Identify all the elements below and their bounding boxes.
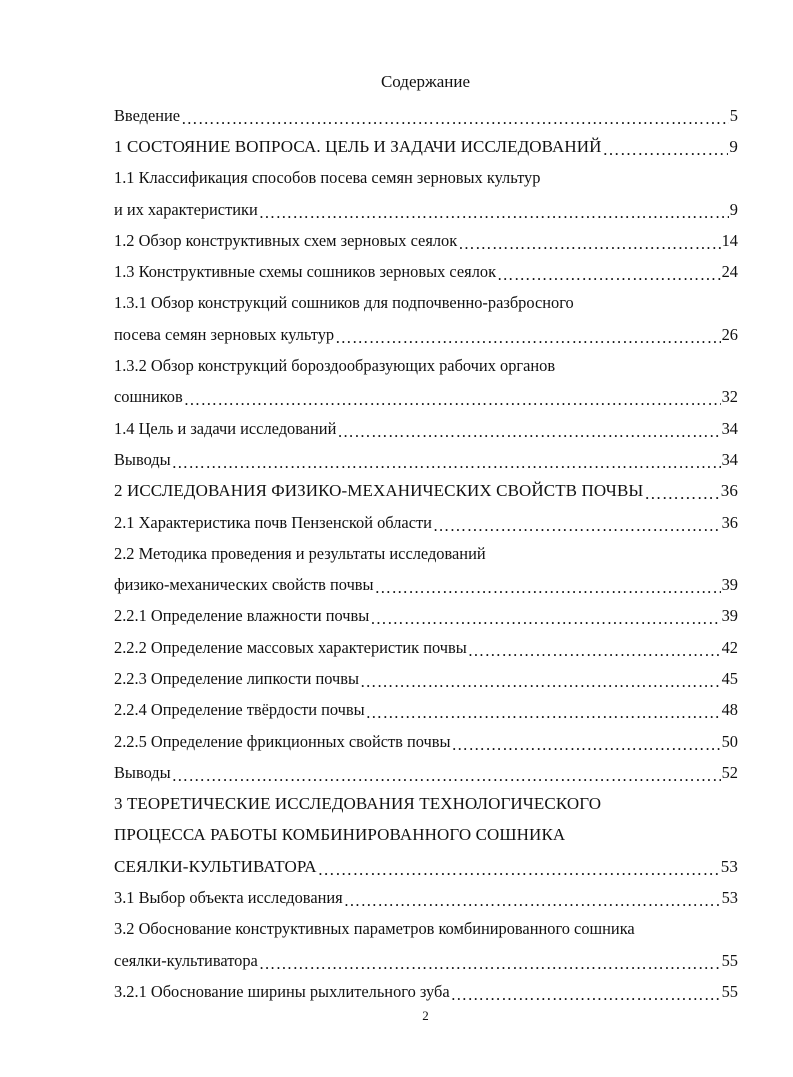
toc-entry <box>114 914 738 945</box>
toc-leader <box>344 891 721 911</box>
toc-entry-text: 3.2.1 Обоснование ширины рыхлительного зуба <box>114 981 450 1001</box>
toc-leader <box>366 703 721 723</box>
toc-entry-text: 2.2.4 Определение твёрдости почвы <box>114 700 365 720</box>
toc-entry-text: 3.1 Выбор объекта исследования <box>114 888 343 908</box>
toc-entry-page: 39 <box>721 575 738 595</box>
toc-leader <box>603 140 729 160</box>
toc-leader <box>360 672 721 692</box>
toc-entry-text: 1.3.1 Обзор конструкций сошников для подпочвенно-разбросного <box>114 293 574 313</box>
toc-entry <box>114 382 738 413</box>
toc-entry <box>114 100 738 131</box>
toc-leader <box>370 609 720 629</box>
toc-entry-page: 9 <box>729 199 738 219</box>
toc-entry-text: 2.2.3 Определение липкости почвы <box>114 668 360 688</box>
toc-entry-page: 52 <box>721 762 738 782</box>
toc-entry-text: 2.1 Характеристика почв Пензенской области <box>114 512 432 532</box>
toc-entry-text: 2.2.1 Определение влажности почвы <box>114 606 370 626</box>
toc-leader <box>433 516 721 536</box>
toc-entry-page: 24 <box>721 262 738 282</box>
toc-entry-text: СЕЯЛКИ-КУЛЬТИВАТОРА <box>114 856 317 876</box>
toc-entry <box>114 476 738 507</box>
toc-entry-text: 1.3.2 Обзор конструкций бороздообразующих рабочих органов <box>114 356 556 376</box>
toc-leader <box>497 265 721 285</box>
toc-entry <box>114 726 738 757</box>
toc-entry <box>114 131 738 162</box>
toc-entry-page: 45 <box>721 668 738 688</box>
table-of-contents <box>114 100 738 1008</box>
toc-entry <box>114 695 738 726</box>
toc-leader <box>451 985 721 1005</box>
toc-entry <box>114 225 738 256</box>
toc-entry-page: 36 <box>720 481 738 501</box>
toc-leader <box>375 578 721 598</box>
toc-entry <box>114 820 738 851</box>
toc-entry <box>114 288 738 319</box>
toc-leader <box>259 203 729 223</box>
toc-entry-page: 5 <box>729 105 738 125</box>
toc-entry-page: 53 <box>720 856 738 876</box>
toc-entry <box>114 507 738 538</box>
toc-entry-text: 3 ТЕОРЕТИЧЕСКИЕ ИССЛЕДОВАНИЯ ТЕХНОЛОГИЧЕСКОГО <box>114 794 602 814</box>
toc-entry-text: 1.2 Обзор конструктивных схем зерновых сеялок <box>114 230 458 250</box>
toc-entry-text: 2.2.5 Определение фрикционных свойств почвы <box>114 731 451 751</box>
page-title: Содержание <box>380 72 471 91</box>
toc-entry <box>114 350 738 381</box>
toc-entry-text: 1.4 Цель и задачи исследований <box>114 418 337 438</box>
toc-entry <box>114 569 738 600</box>
toc-entry-text: 2 ИССЛЕДОВАНИЯ ФИЗИКО-МЕХАНИЧЕСКИХ СВОЙСТВ ПОЧВЫ <box>114 481 644 501</box>
toc-entry-page: 9 <box>729 136 738 156</box>
toc-entry <box>114 663 738 694</box>
toc-entry-page: 53 <box>721 888 738 908</box>
toc-leader <box>337 422 720 442</box>
toc-entry <box>114 945 738 976</box>
toc-entry-text: 1.1 Классификация способов посева семян зерновых культур <box>114 168 541 188</box>
toc-leader <box>259 954 721 974</box>
toc-entry-page: 32 <box>721 387 738 407</box>
toc-entry-page: 50 <box>721 731 738 751</box>
toc-leader <box>468 641 721 661</box>
toc-entry <box>114 632 738 663</box>
toc-leader <box>172 453 721 473</box>
toc-entry-page: 42 <box>721 637 738 657</box>
toc-leader <box>184 390 721 410</box>
page-number: 2 <box>422 1008 429 1023</box>
toc-entry <box>114 538 738 569</box>
toc-entry-text: физико-механических свойств почвы <box>114 575 374 595</box>
toc-entry-page: 36 <box>721 512 738 532</box>
toc-entry <box>114 256 738 287</box>
toc-entry-page: 55 <box>721 950 738 970</box>
toc-entry-text: 1.3 Конструктивные схемы сошников зерновых сеялок <box>114 262 497 282</box>
toc-entry <box>114 413 738 444</box>
toc-entry <box>114 976 738 1007</box>
toc-entry-page: 34 <box>721 418 738 438</box>
toc-entry <box>114 789 738 820</box>
toc-entry-text: сошников <box>114 387 183 407</box>
toc-entry-text: 1 СОСТОЯНИЕ ВОПРОСА. ЦЕЛЬ И ЗАДАЧИ ИССЛЕДОВАНИЙ <box>114 136 602 156</box>
toc-entry-text: Выводы <box>114 449 171 469</box>
toc-entry-text: ПРОЦЕССА РАБОТЫ КОМБИНИРОВАННОГО СОШНИКА <box>114 825 566 845</box>
toc-leader <box>318 860 720 880</box>
toc-leader <box>458 234 720 254</box>
toc-entry <box>114 601 738 632</box>
toc-entry-text: Введение <box>114 105 181 125</box>
toc-leader <box>335 328 721 348</box>
toc-entry <box>114 319 738 350</box>
toc-entry-text: Выводы <box>114 762 171 782</box>
toc-entry-text: и их характеристики <box>114 199 258 219</box>
toc-entry-text: посева семян зерновых культур <box>114 324 335 344</box>
toc-entry <box>114 444 738 475</box>
toc-entry <box>114 194 738 225</box>
toc-leader <box>644 484 719 504</box>
toc-entry-page: 34 <box>721 449 738 469</box>
toc-entry-text: 3.2 Обоснование конструктивных параметров комбинированного сошника <box>114 919 635 939</box>
toc-entry-page: 55 <box>721 981 738 1001</box>
toc-entry-page: 26 <box>721 324 738 344</box>
toc-leader <box>181 109 729 129</box>
toc-entry <box>114 757 738 788</box>
toc-entry <box>114 851 738 882</box>
toc-entry-page: 39 <box>721 606 738 626</box>
toc-entry-text: 2.2.2 Определение массовых характеристик почвы <box>114 637 467 657</box>
toc-entry-page: 14 <box>721 230 738 250</box>
toc-entry <box>114 163 738 194</box>
toc-entry-text: 2.2 Методика проведения и результаты исследований <box>114 543 486 563</box>
toc-entry <box>114 882 738 913</box>
toc-leader <box>172 766 721 786</box>
toc-entry-text: сеялки-культиватора <box>114 950 258 970</box>
toc-entry-page: 48 <box>721 700 738 720</box>
toc-leader <box>452 735 721 755</box>
